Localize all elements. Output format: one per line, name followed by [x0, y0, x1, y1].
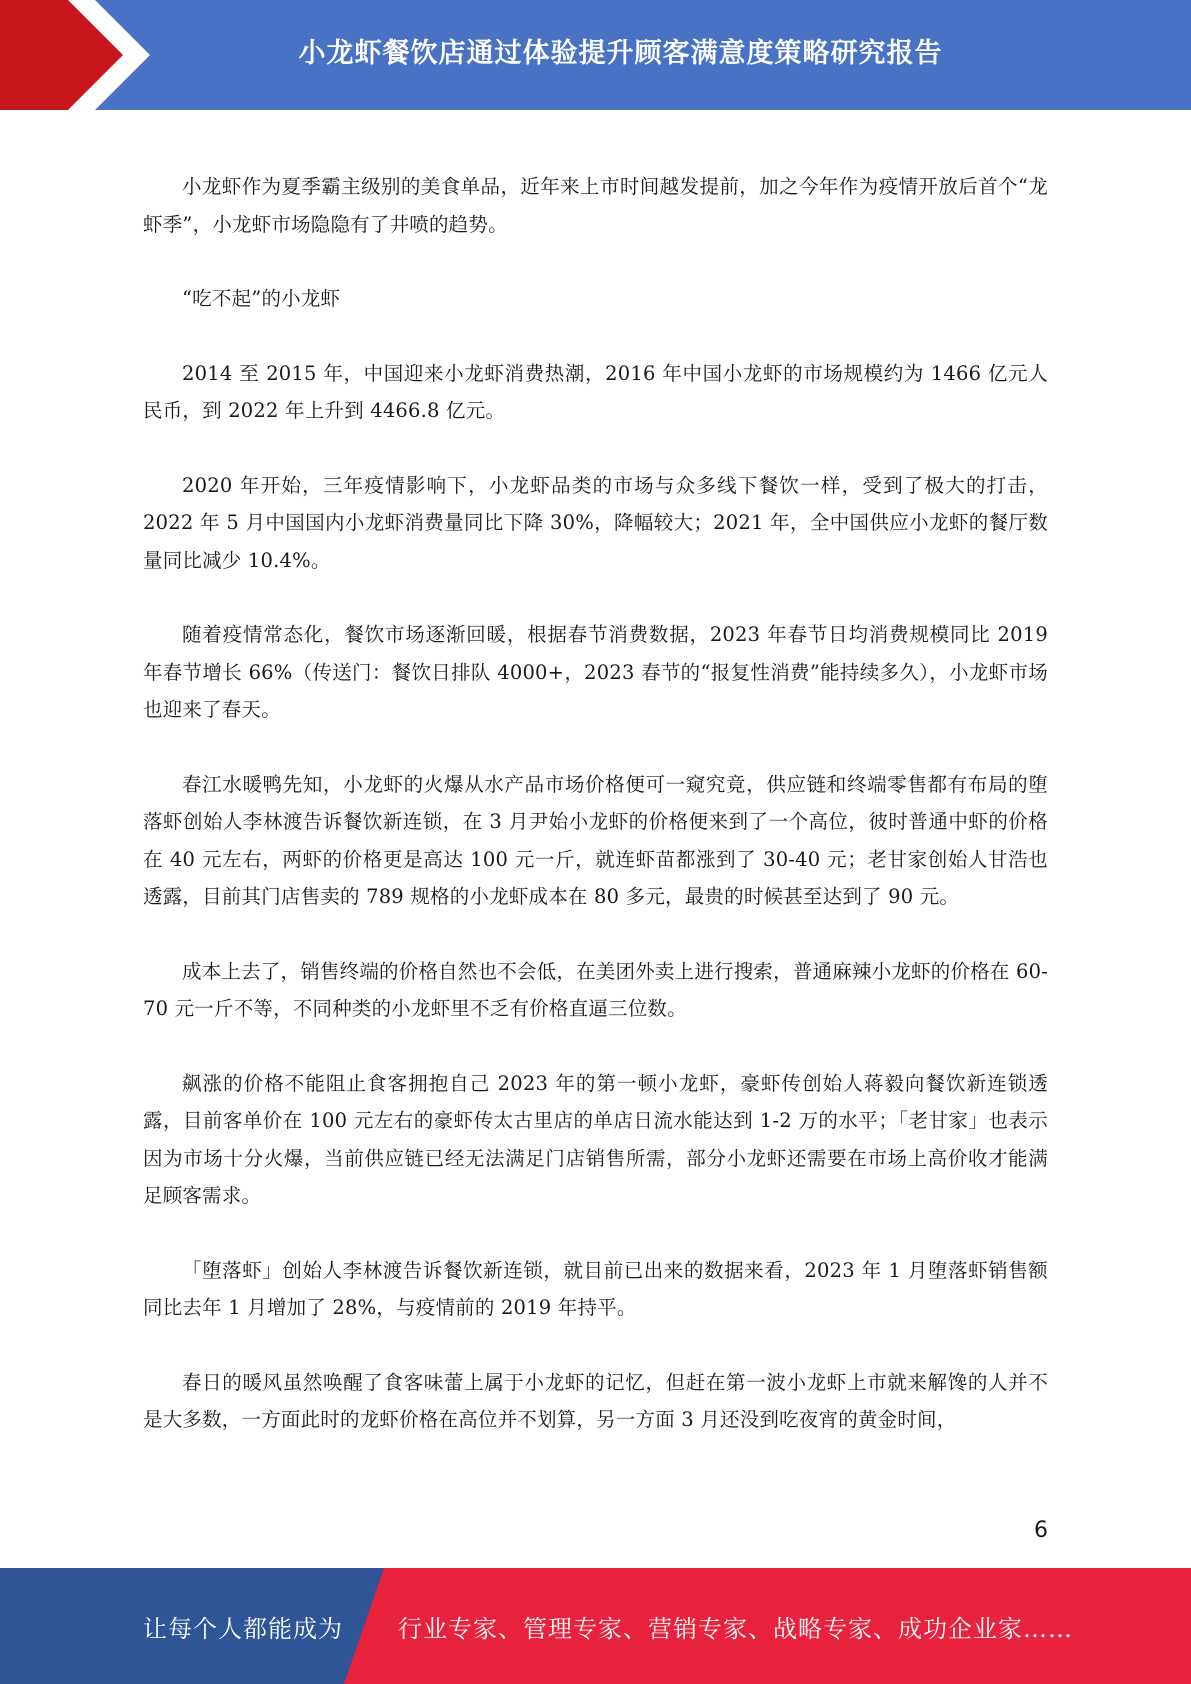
paragraph: 春日的暖风虽然唤醒了食客味蕾上属于小龙虾的记忆，但赶在第一波小龙虾上市就来解馋的人并不是大多数，一方面此时的龙虾价格在高位并不划算，另一方面 3 月还没到吃夜宵的黄金时间，: [143, 1370, 1048, 1431]
paragraph: 飙涨的价格不能阻止食客拥抱自己 2023 年的第一顿小龙虾，豪虾传创始人蒋毅向餐饮新连锁透露，目前客单价在 100 元左右的豪虾传太古里店的单店日流水能达到 1-2 万的水平；「老甘家」也表示因为市场十分火爆，当前供应链已经无法满足门店销售所需，部分小龙虾还需要在市场上高价收才能满足顾客需求。: [143, 1071, 1048, 1207]
paragraph: 春江水暖鸭先知，小龙虾的火爆从水产品市场价格便可一窥究竟，供应链和终端零售都有布局的堕落虾创始人李林渡告诉餐饮新连锁，在 3 月尹始小龙虾的价格便来到了一个高位，彼时普通中虾的价格在 40 元左右，两虾的价格更是高达 100 元一斤，就连虾苗都涨到了 30-40 元；老甘家创始人甘浩也透露，目前其门店售卖的 789 规格的小龙虾成本在 80 多元，最贵的时候甚至达到了 90 元。: [143, 772, 1048, 908]
footer-slogan-right: 行业专家、管理专家、营销专家、战略专家、成功企业家……: [398, 1614, 1073, 1643]
document-title: 小龙虾餐饮店通过体验提升顾客满意度策略研究报告: [298, 37, 943, 69]
body-content: [143, 168, 1048, 1476]
paragraph: 2020 年开始，三年疫情影响下，小龙虾品类的市场与众多线下餐饮一样，受到了极大的打击，2022 年 5 月中国国内小龙虾消费量同比下降 30%，降幅较大；2021 年，全中国供应小龙虾的餐厅数量同比减少 10.4%。: [143, 473, 1048, 572]
page-number: 6: [1034, 1518, 1048, 1543]
footer-slogan-left: 让每个人都能成为: [143, 1614, 343, 1643]
footer-banner: [0, 1568, 1191, 1684]
paragraph: 随着疫情常态化，餐饮市场逐渐回暖，根据春节消费数据，2023 年春节日均消费规模同比 2019 年春节增长 66%（传送门：餐饮日排队 4000+，2023 春节的“报复性消费”能持续多久），小龙虾市场也迎来了春天。: [143, 623, 1048, 721]
paragraph: 「堕落虾」创始人李林渡告诉餐饮新连锁，就目前已出来的数据来看，2023 年 1 月堕落虾销售额同比去年 1 月增加了 28%，与疫情前的 2019 年持平。: [143, 1258, 1048, 1319]
paragraph: 2014 至 2015 年，中国迎来小龙虾消费热潮，2016 年中国小龙虾的市场规模约为 1466 亿元人民币，到 2022 年上升到 4466.8 亿元。: [143, 361, 1048, 422]
section-subheading: “吃不起”的小龙虾: [182, 287, 341, 310]
header-banner: [0, 0, 1191, 110]
paragraph: 小龙虾作为夏季霸主级别的美食单品，近年来上市时间越发提前，加之今年作为疫情开放后首个“龙虾季”，小龙虾市场隐隐有了井喷的趋势。: [143, 175, 1048, 236]
paragraph: 成本上去了，销售终端的价格自然也不会低，在美团外卖上进行搜索，普通麻辣小龙虾的价格在 60-70 元一斤不等，不同种类的小龙虾里不乏有价格直逼三位数。: [143, 959, 1048, 1020]
